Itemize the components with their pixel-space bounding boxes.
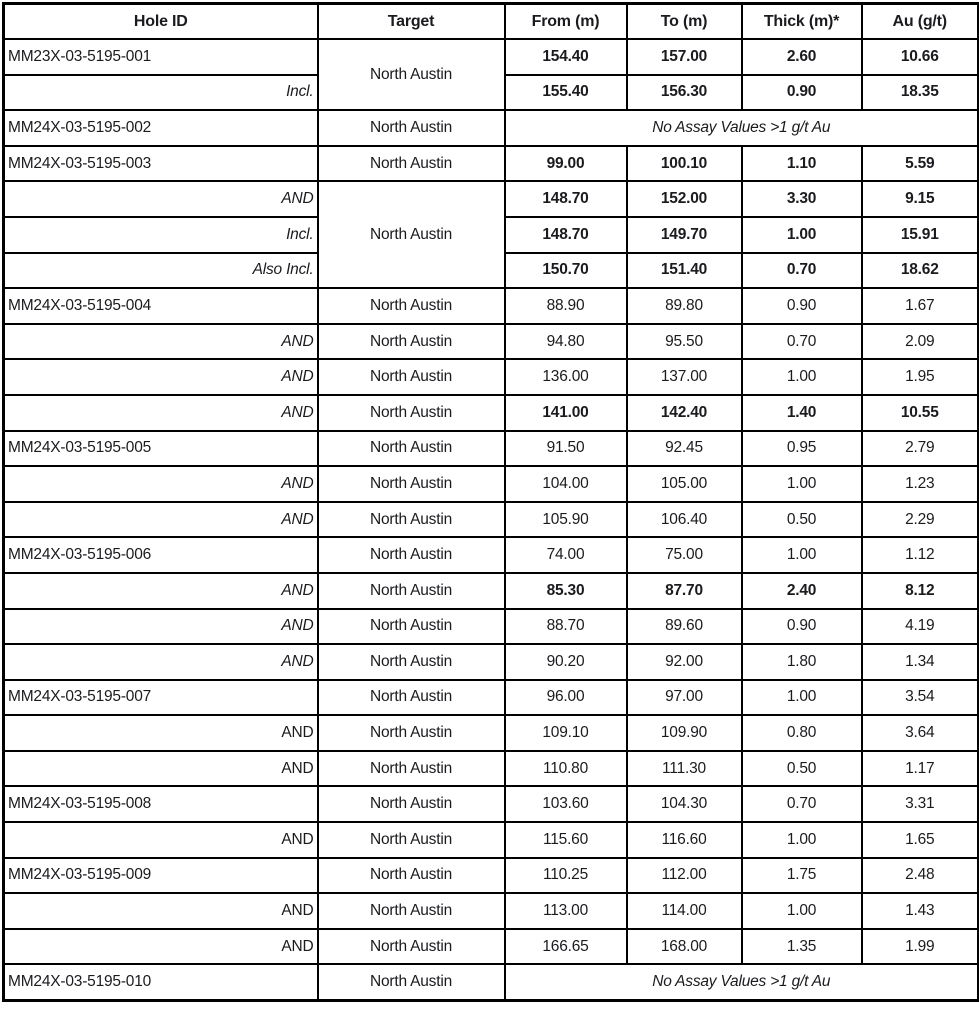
hole-id-cell: MM24X-03-5195-007 xyxy=(4,680,318,716)
from-cell: 105.90 xyxy=(505,502,627,538)
from-cell: 88.90 xyxy=(505,288,627,324)
thickness-cell: 1.80 xyxy=(742,644,862,680)
from-cell: 99.00 xyxy=(505,146,627,182)
from-cell: 141.00 xyxy=(505,395,627,431)
thickness-cell: 1.00 xyxy=(742,217,862,253)
gold-grade-cell: 1.17 xyxy=(862,751,979,787)
from-cell: 148.70 xyxy=(505,217,627,253)
target-cell: North Austin xyxy=(318,786,505,822)
gold-grade-cell: 10.55 xyxy=(862,395,979,431)
from-cell: 109.10 xyxy=(505,715,627,751)
thickness-cell: 1.00 xyxy=(742,537,862,573)
gold-grade-cell: 3.54 xyxy=(862,680,979,716)
to-cell: 97.00 xyxy=(627,680,742,716)
table-row xyxy=(4,644,979,680)
assay-results-table xyxy=(2,2,979,1002)
target-cell: North Austin xyxy=(318,181,505,288)
target-cell: North Austin xyxy=(318,715,505,751)
gold-grade-cell: 2.09 xyxy=(862,324,979,360)
thickness-cell: 1.75 xyxy=(742,858,862,894)
from-cell: 104.00 xyxy=(505,466,627,502)
table-row xyxy=(4,858,979,894)
target-cell: North Austin xyxy=(318,680,505,716)
to-cell: 112.00 xyxy=(627,858,742,894)
to-cell: 105.00 xyxy=(627,466,742,502)
table-row xyxy=(4,395,979,431)
from-cell: 136.00 xyxy=(505,359,627,395)
from-cell: 90.20 xyxy=(505,644,627,680)
table-row xyxy=(4,502,979,538)
interval-label-cell: AND xyxy=(4,181,318,217)
interval-label-cell: Also Incl. xyxy=(4,253,318,289)
column-header-hole-id: Hole ID xyxy=(4,4,318,40)
column-header-from-m: From (m) xyxy=(505,4,627,40)
table-row xyxy=(4,786,979,822)
to-cell: 89.60 xyxy=(627,609,742,645)
no-assay-note-cell: No Assay Values >1 g/t Au xyxy=(505,110,979,146)
hole-id-cell: MM24X-03-5195-002 xyxy=(4,110,318,146)
target-cell: North Austin xyxy=(318,395,505,431)
target-cell: North Austin xyxy=(318,929,505,965)
gold-grade-cell: 18.62 xyxy=(862,253,979,289)
target-cell: North Austin xyxy=(318,110,505,146)
to-cell: 75.00 xyxy=(627,537,742,573)
gold-grade-cell: 4.19 xyxy=(862,609,979,645)
table-row xyxy=(4,288,979,324)
target-cell: North Austin xyxy=(318,964,505,1000)
hole-id-cell: MM23X-03-5195-001 xyxy=(4,39,318,75)
target-cell: North Austin xyxy=(318,644,505,680)
table-header xyxy=(4,4,979,40)
interval-label-cell: AND xyxy=(4,395,318,431)
gold-grade-cell: 2.79 xyxy=(862,431,979,467)
from-cell: 91.50 xyxy=(505,431,627,467)
from-cell: 110.80 xyxy=(505,751,627,787)
table-row xyxy=(4,431,979,467)
table-row xyxy=(4,573,979,609)
thickness-cell: 2.60 xyxy=(742,39,862,75)
interval-label-cell: AND xyxy=(4,324,318,360)
gold-grade-cell: 1.67 xyxy=(862,288,979,324)
table-row xyxy=(4,359,979,395)
header-row xyxy=(4,4,979,40)
hole-id-cell: MM24X-03-5195-010 xyxy=(4,964,318,1000)
gold-grade-cell: 1.34 xyxy=(862,644,979,680)
column-header-target: Target xyxy=(318,4,505,40)
to-cell: 106.40 xyxy=(627,502,742,538)
to-cell: 109.90 xyxy=(627,715,742,751)
interval-label-cell: AND xyxy=(4,466,318,502)
interval-label-cell: AND xyxy=(4,822,318,858)
thickness-cell: 1.00 xyxy=(742,466,862,502)
table-row xyxy=(4,39,979,75)
gold-grade-cell: 1.23 xyxy=(862,466,979,502)
target-cell: North Austin xyxy=(318,537,505,573)
target-cell: North Austin xyxy=(318,431,505,467)
table-row xyxy=(4,680,979,716)
target-cell: North Austin xyxy=(318,39,505,110)
hole-id-cell: MM24X-03-5195-004 xyxy=(4,288,318,324)
gold-grade-cell: 10.66 xyxy=(862,39,979,75)
thickness-cell: 3.30 xyxy=(742,181,862,217)
column-header-au-g-t: Au (g/t) xyxy=(862,4,979,40)
table-row xyxy=(4,466,979,502)
to-cell: 87.70 xyxy=(627,573,742,609)
thickness-cell: 0.90 xyxy=(742,609,862,645)
thickness-cell: 0.50 xyxy=(742,502,862,538)
hole-id-cell: MM24X-03-5195-003 xyxy=(4,146,318,182)
gold-grade-cell: 1.12 xyxy=(862,537,979,573)
table-row xyxy=(4,324,979,360)
from-cell: 110.25 xyxy=(505,858,627,894)
interval-label-cell: AND xyxy=(4,644,318,680)
thickness-cell: 1.00 xyxy=(742,893,862,929)
from-cell: 94.80 xyxy=(505,324,627,360)
from-cell: 113.00 xyxy=(505,893,627,929)
interval-label-cell: AND xyxy=(4,573,318,609)
thickness-cell: 0.95 xyxy=(742,431,862,467)
target-cell: North Austin xyxy=(318,502,505,538)
to-cell: 92.00 xyxy=(627,644,742,680)
from-cell: 115.60 xyxy=(505,822,627,858)
target-cell: North Austin xyxy=(318,359,505,395)
hole-id-cell: MM24X-03-5195-009 xyxy=(4,858,318,894)
table-row xyxy=(4,822,979,858)
table-row xyxy=(4,146,979,182)
from-cell: 103.60 xyxy=(505,786,627,822)
target-cell: North Austin xyxy=(318,609,505,645)
to-cell: 100.10 xyxy=(627,146,742,182)
table-row xyxy=(4,110,979,146)
gold-grade-cell: 3.64 xyxy=(862,715,979,751)
thickness-cell: 0.90 xyxy=(742,288,862,324)
to-cell: 95.50 xyxy=(627,324,742,360)
thickness-cell: 2.40 xyxy=(742,573,862,609)
thickness-cell: 1.40 xyxy=(742,395,862,431)
to-cell: 157.00 xyxy=(627,39,742,75)
from-cell: 155.40 xyxy=(505,75,627,111)
to-cell: 89.80 xyxy=(627,288,742,324)
gold-grade-cell: 9.15 xyxy=(862,181,979,217)
from-cell: 166.65 xyxy=(505,929,627,965)
interval-label-cell: AND xyxy=(4,893,318,929)
gold-grade-cell: 1.43 xyxy=(862,893,979,929)
gold-grade-cell: 1.65 xyxy=(862,822,979,858)
table-row xyxy=(4,609,979,645)
thickness-cell: 0.90 xyxy=(742,75,862,111)
interval-label-cell: AND xyxy=(4,929,318,965)
to-cell: 92.45 xyxy=(627,431,742,467)
target-cell: North Austin xyxy=(318,466,505,502)
gold-grade-cell: 1.95 xyxy=(862,359,979,395)
thickness-cell: 1.00 xyxy=(742,359,862,395)
hole-id-cell: MM24X-03-5195-005 xyxy=(4,431,318,467)
thickness-cell: 0.70 xyxy=(742,786,862,822)
thickness-cell: 0.50 xyxy=(742,751,862,787)
table-row xyxy=(4,893,979,929)
gold-grade-cell: 2.48 xyxy=(862,858,979,894)
to-cell: 142.40 xyxy=(627,395,742,431)
to-cell: 151.40 xyxy=(627,253,742,289)
no-assay-note-cell: No Assay Values >1 g/t Au xyxy=(505,964,979,1000)
interval-label-cell: AND xyxy=(4,715,318,751)
thickness-cell: 1.00 xyxy=(742,822,862,858)
table-row xyxy=(4,964,979,1000)
thickness-cell: 1.00 xyxy=(742,680,862,716)
to-cell: 137.00 xyxy=(627,359,742,395)
gold-grade-cell: 5.59 xyxy=(862,146,979,182)
gold-grade-cell: 1.99 xyxy=(862,929,979,965)
to-cell: 114.00 xyxy=(627,893,742,929)
column-header-to-m: To (m) xyxy=(627,4,742,40)
target-cell: North Austin xyxy=(318,146,505,182)
to-cell: 116.60 xyxy=(627,822,742,858)
target-cell: North Austin xyxy=(318,893,505,929)
from-cell: 148.70 xyxy=(505,181,627,217)
target-cell: North Austin xyxy=(318,573,505,609)
gold-grade-cell: 18.35 xyxy=(862,75,979,111)
to-cell: 149.70 xyxy=(627,217,742,253)
to-cell: 104.30 xyxy=(627,786,742,822)
interval-label-cell: AND xyxy=(4,609,318,645)
interval-label-cell: Incl. xyxy=(4,217,318,253)
interval-label-cell: AND xyxy=(4,502,318,538)
to-cell: 111.30 xyxy=(627,751,742,787)
thickness-cell: 0.80 xyxy=(742,715,862,751)
table-row xyxy=(4,929,979,965)
from-cell: 74.00 xyxy=(505,537,627,573)
from-cell: 85.30 xyxy=(505,573,627,609)
hole-id-cell: MM24X-03-5195-008 xyxy=(4,786,318,822)
gold-grade-cell: 2.29 xyxy=(862,502,979,538)
gold-grade-cell: 15.91 xyxy=(862,217,979,253)
to-cell: 156.30 xyxy=(627,75,742,111)
table-row xyxy=(4,751,979,787)
table-row xyxy=(4,715,979,751)
thickness-cell: 0.70 xyxy=(742,253,862,289)
hole-id-cell: MM24X-03-5195-006 xyxy=(4,537,318,573)
gold-grade-cell: 8.12 xyxy=(862,573,979,609)
interval-label-cell: AND xyxy=(4,359,318,395)
table-row xyxy=(4,537,979,573)
target-cell: North Austin xyxy=(318,751,505,787)
interval-label-cell: Incl. xyxy=(4,75,318,111)
target-cell: North Austin xyxy=(318,324,505,360)
to-cell: 168.00 xyxy=(627,929,742,965)
thickness-cell: 1.10 xyxy=(742,146,862,182)
table-row xyxy=(4,181,979,217)
to-cell: 152.00 xyxy=(627,181,742,217)
target-cell: North Austin xyxy=(318,822,505,858)
interval-label-cell: AND xyxy=(4,751,318,787)
from-cell: 88.70 xyxy=(505,609,627,645)
thickness-cell: 1.35 xyxy=(742,929,862,965)
column-header-thick-m: Thick (m)* xyxy=(742,4,862,40)
from-cell: 154.40 xyxy=(505,39,627,75)
gold-grade-cell: 3.31 xyxy=(862,786,979,822)
target-cell: North Austin xyxy=(318,288,505,324)
target-cell: North Austin xyxy=(318,858,505,894)
from-cell: 150.70 xyxy=(505,253,627,289)
thickness-cell: 0.70 xyxy=(742,324,862,360)
table-body xyxy=(4,39,979,1001)
from-cell: 96.00 xyxy=(505,680,627,716)
